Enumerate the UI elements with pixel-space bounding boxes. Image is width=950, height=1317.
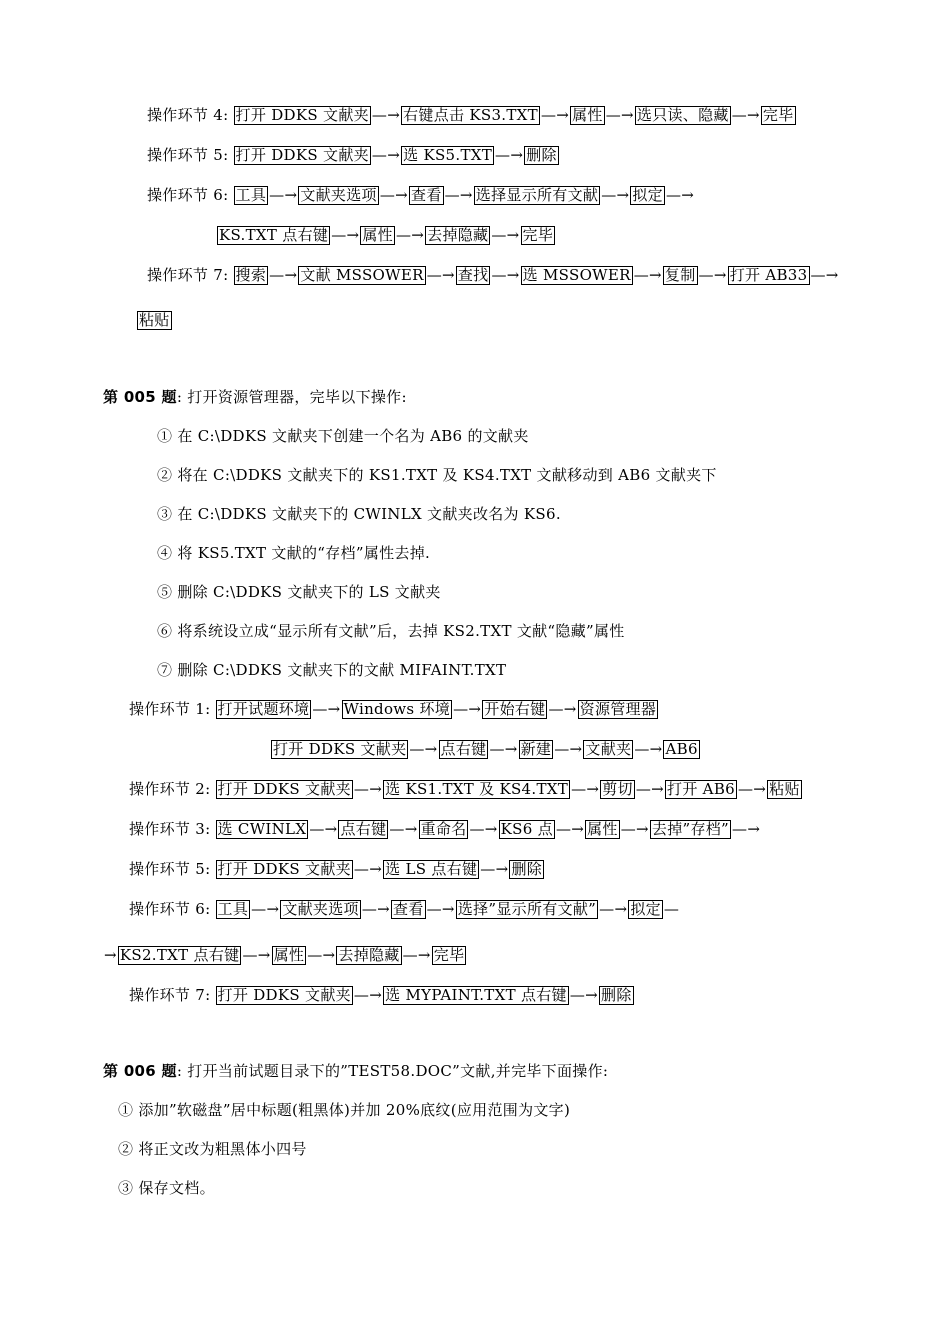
arrow-icon: → xyxy=(104,946,117,964)
plain-text: ② 将在 C:\DDKS 文献夹下的 KS1.TXT 及 KS4.TXT 文献移动到 AB6 文献夹下 xyxy=(157,466,717,484)
arrow-icon: —→ xyxy=(633,266,662,284)
boxed-step: 打开 AB6 xyxy=(667,780,735,798)
boxed-step: 选只读、隐藏 xyxy=(636,106,729,124)
boxed-step: 打开 DDKS 文献夹 xyxy=(273,740,407,758)
plain-text: 操作环节 4: xyxy=(147,106,234,124)
plain-text: ④ 将 KS5.TXT 文献的“存档”属性去掉. xyxy=(157,544,431,562)
arrow-icon: —→ xyxy=(353,860,383,878)
boxed-step: 剪切 xyxy=(602,780,633,798)
boxed-step: 去掉隐藏 xyxy=(427,226,489,244)
arrow-icon: —→ xyxy=(634,740,663,758)
boxed-step: 查看 xyxy=(393,900,424,918)
plain-text: ③ 在 C:\DDKS 文献夹下的 CWINLX 文献夹改名为 KS6. xyxy=(157,505,561,523)
arrow-icon: —→ xyxy=(810,266,839,284)
boxed-step: 新建 xyxy=(520,740,552,758)
arrow-icon: —→ xyxy=(469,820,498,838)
arrow-icon: —→ xyxy=(555,820,585,838)
boxed-step: AB6 xyxy=(665,740,698,758)
arrow-icon: —→ xyxy=(599,900,628,918)
text-line xyxy=(217,225,555,245)
boxed-step: 打开 DDKS 文献夹 xyxy=(217,860,351,878)
text-line xyxy=(147,105,796,125)
plain-text: 操作环节 2: xyxy=(129,780,216,798)
text-line xyxy=(157,465,717,485)
arrow-icon: —→ xyxy=(426,266,455,284)
plain-text: 操作环节 7: xyxy=(147,266,234,284)
boxed-step: 点右键 xyxy=(440,740,487,758)
plain-text: ② 将正文改为粗黑体小四号 xyxy=(118,1140,307,1158)
boxed-step: 打开 DDKS 文献夹 xyxy=(217,986,351,1004)
text-line xyxy=(137,310,172,330)
boxed-step: 选 KS1.TXT 及 KS4.TXT xyxy=(385,780,569,798)
plain-text: ① 在 C:\DDKS 文献夹下创建一个名为 AB6 的文献夹 xyxy=(157,427,529,445)
arrow-icon: —→ xyxy=(402,946,431,964)
plain-text: 操作环节 7: xyxy=(129,986,216,1004)
arrow-icon: —→ xyxy=(307,946,336,964)
plain-text: ① 添加”软磁盘”居中标题(粗黑体)并加 20%底纹(应用范围为文字) xyxy=(118,1101,571,1119)
arrow-icon: —→ xyxy=(312,700,341,718)
boxed-step: 打开 DDKS 文献夹 xyxy=(235,106,369,124)
plain-text: 操作环节 3: xyxy=(129,820,216,838)
text-line xyxy=(157,504,561,524)
arrow-icon: —→ xyxy=(491,266,520,284)
arrow-icon: —→ xyxy=(269,186,298,204)
text-line xyxy=(157,660,506,680)
arrow-icon: —→ xyxy=(737,780,767,798)
boxed-step: 文献夹选项 xyxy=(300,186,377,204)
text-line xyxy=(129,699,658,719)
boxed-step: 文献夹选项 xyxy=(282,900,359,918)
arrow-icon: —→ xyxy=(732,820,761,838)
arrow-icon: —→ xyxy=(635,780,665,798)
boxed-step: 文献 MSSOWER xyxy=(300,266,424,284)
arrow-icon: —→ xyxy=(554,740,583,758)
text-line xyxy=(129,779,802,799)
boxed-step: 删除 xyxy=(526,146,557,164)
boxed-step: 去掉”存档” xyxy=(651,820,730,838)
arrow-icon: —→ xyxy=(665,186,695,204)
arrow-icon: —→ xyxy=(605,106,634,124)
text-line xyxy=(147,265,840,285)
boxed-step: 拟定 xyxy=(632,186,663,204)
boxed-step: 点右键 xyxy=(340,820,387,838)
plain-text: 操作环节 1: xyxy=(129,700,216,718)
boxed-step: 搜索 xyxy=(235,266,267,284)
boxed-step: 选 CWINLX xyxy=(217,820,307,838)
arrow-icon: —→ xyxy=(331,226,360,244)
text-line xyxy=(129,819,761,839)
boxed-step: 选择”显示所有文献” xyxy=(457,900,597,918)
arrow-icon: —→ xyxy=(453,700,482,718)
plain-text: : 打开资源管理器，完毕以下操作: xyxy=(176,388,407,406)
boxed-step: 完毕 xyxy=(433,946,465,964)
boxed-step: 拟定 xyxy=(630,900,661,918)
text-line xyxy=(271,739,700,759)
arrow-icon: —→ xyxy=(480,860,509,878)
boxed-step: 文献夹 xyxy=(585,740,632,758)
boxed-step: 查找 xyxy=(457,266,489,284)
text-line xyxy=(157,426,529,446)
arrow-icon: —→ xyxy=(353,986,383,1004)
arrow-icon: —→ xyxy=(620,820,649,838)
boxed-step: 选 MYPAINT.TXT 点右键 xyxy=(385,986,567,1004)
arrow-icon: —→ xyxy=(731,106,760,124)
boxed-step: 去掉隐藏 xyxy=(338,946,400,964)
arrow-icon: —→ xyxy=(569,986,599,1004)
arrow-icon: —→ xyxy=(601,186,630,204)
boxed-step: 删除 xyxy=(511,860,543,878)
text-line xyxy=(129,899,680,919)
boxed-step: 资源管理器 xyxy=(579,700,657,718)
boxed-step: 删除 xyxy=(601,986,632,1004)
boxed-step: 选 KS5.TXT xyxy=(403,146,493,164)
text-line xyxy=(147,145,559,165)
arrow-icon: —→ xyxy=(444,186,473,204)
boxed-step: 打开 DDKS 文献夹 xyxy=(217,780,351,798)
plain-text: ⑤ 删除 C:\DDKS 文献夹下的 LS 文献夹 xyxy=(157,583,441,601)
boxed-step: 粘贴 xyxy=(139,311,170,329)
plain-text: 操作环节 6: xyxy=(147,186,234,204)
boxed-step: 打开 DDKS 文献夹 xyxy=(235,146,369,164)
boxed-step: 选 MSSOWER xyxy=(522,266,631,284)
text-line xyxy=(103,945,466,965)
plain-text: 操作环节 6: xyxy=(129,900,216,918)
arrow-icon: —→ xyxy=(371,106,401,124)
arrow-icon: —→ xyxy=(371,146,401,164)
boxed-step: 粘贴 xyxy=(769,780,800,798)
text-line xyxy=(118,1178,215,1198)
arrow-icon: —→ xyxy=(540,106,570,124)
boxed-step: Windows 环境 xyxy=(343,700,451,718)
text-line xyxy=(129,985,634,1005)
boxed-step: 选 LS 点右键 xyxy=(385,860,478,878)
arrow-icon: —→ xyxy=(269,266,298,284)
text-line xyxy=(118,1139,307,1159)
plain-text: : 打开当前试题目录下的”TEST58.DOC”文献,并完毕下面操作: xyxy=(176,1062,609,1080)
boxed-step: 打开 AB33 xyxy=(729,266,808,284)
arrow-icon: —→ xyxy=(409,740,438,758)
text-line xyxy=(157,543,430,563)
text-line xyxy=(129,859,544,879)
boxed-step: 工具 xyxy=(235,186,267,204)
arrow-icon: —→ xyxy=(242,946,271,964)
boxed-step: KS2.TXT 点右键 xyxy=(119,946,240,964)
arrow-icon: —→ xyxy=(495,146,524,164)
text-line xyxy=(103,1061,608,1081)
plain-text: ⑥ 将系统设立成“显示所有文献”后，去掉 KS2.TXT 文献“隐藏”属性 xyxy=(157,622,625,640)
text-line xyxy=(103,387,407,407)
arrow-icon: —→ xyxy=(389,820,418,838)
arrow-icon: —→ xyxy=(251,900,280,918)
plain-text: 操作环节 5: xyxy=(129,860,216,878)
boxed-step: 属性 xyxy=(572,106,603,124)
arrow-icon: —→ xyxy=(491,226,520,244)
text-line xyxy=(157,621,625,641)
boxed-step: 重命名 xyxy=(420,820,467,838)
boxed-step: 右键点击 KS3.TXT xyxy=(403,106,538,124)
arrow-icon: —→ xyxy=(361,900,391,918)
text-line xyxy=(118,1100,570,1120)
arrow-icon: —→ xyxy=(571,780,600,798)
question-number: 第 006 题 xyxy=(103,1062,177,1080)
question-number: 第 005 题 xyxy=(103,388,177,406)
boxed-step: 属性 xyxy=(273,946,305,964)
boxed-step: 完毕 xyxy=(522,226,554,244)
arrow-icon: — xyxy=(663,900,680,918)
boxed-step: 工具 xyxy=(217,900,249,918)
boxed-step: 属性 xyxy=(587,820,618,838)
boxed-step: 属性 xyxy=(362,226,393,244)
arrow-icon: —→ xyxy=(379,186,409,204)
arrow-icon: —→ xyxy=(489,740,518,758)
boxed-step: 开始右键 xyxy=(484,700,546,718)
arrow-icon: —→ xyxy=(698,266,727,284)
plain-text: 操作环节 5: xyxy=(147,146,234,164)
arrow-icon: —→ xyxy=(426,900,455,918)
boxed-step: KS6 点 xyxy=(500,820,553,838)
plain-text: ⑦ 删除 C:\DDKS 文献夹下的文献 MIFAINT.TXT xyxy=(157,661,507,679)
boxed-step: 复制 xyxy=(664,266,696,284)
arrow-icon: —→ xyxy=(395,226,425,244)
boxed-step: 选择显示所有文献 xyxy=(475,186,599,204)
boxed-step: 打开试题环境 xyxy=(217,700,310,718)
arrow-icon: —→ xyxy=(548,700,577,718)
arrow-icon: —→ xyxy=(353,780,383,798)
text-line xyxy=(157,582,441,602)
arrow-icon: —→ xyxy=(309,820,338,838)
text-line xyxy=(147,185,695,205)
plain-text: ③ 保存文档。 xyxy=(118,1179,215,1197)
boxed-step: 完毕 xyxy=(762,106,794,124)
boxed-step: KS.TXT 点右键 xyxy=(219,226,329,244)
boxed-step: 查看 xyxy=(411,186,442,204)
